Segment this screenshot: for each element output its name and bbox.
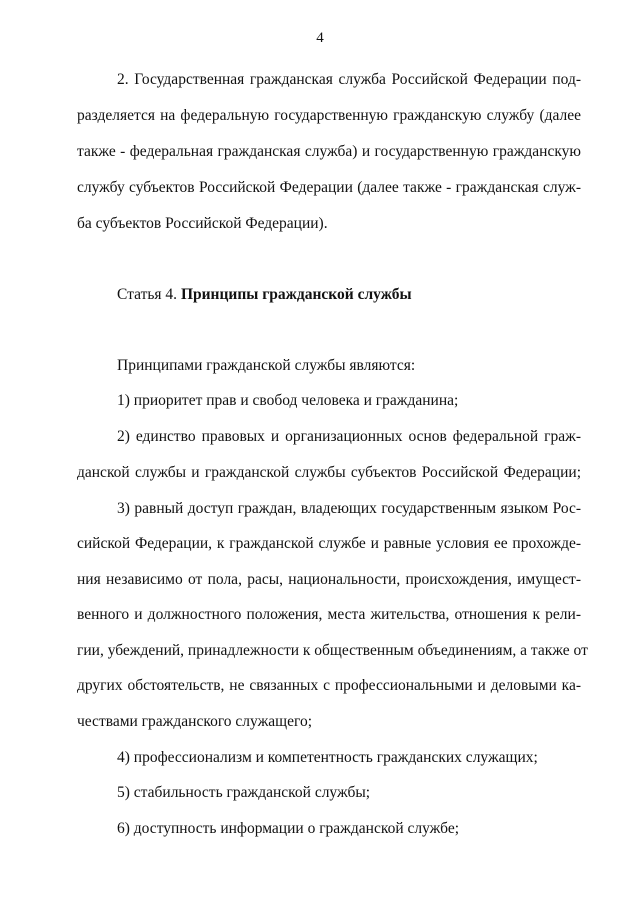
principle-item-4: 4) профессионализм и компетентность гражданских служащих; <box>117 749 538 766</box>
principle-item-3-line-4: венного и должностного положения, места жительства, отношения к рели- <box>77 606 581 623</box>
principle-item-3-line-1: 3) равный доступ граждан, владеющих государственным языком Рос- <box>117 500 581 517</box>
principle-item-1: 1) приоритет прав и свобод человека и гражданина; <box>117 392 459 409</box>
article-prefix: Статья 4. <box>117 286 178 303</box>
article-title: Принципы гражданской службы <box>180 286 412 303</box>
principle-item-2-line-2: данской службы и гражданской службы субъектов Российской Федерации; <box>77 464 581 481</box>
principle-item-2-line-1: 2) единство правовых и организационных основ федеральной граж- <box>117 428 581 445</box>
paragraph-2-line-3: также - федеральная гражданская служба) и государственную гражданскую <box>77 143 581 160</box>
principle-item-6: 6) доступность информации о гражданской службе; <box>117 820 460 837</box>
paragraph-2-line-1: 2. Государственная гражданская служба Российской Федерации под- <box>117 71 581 88</box>
principles-intro: Принципами гражданской службы являются: <box>117 357 416 374</box>
principle-item-3-line-2: сийской Федерации, к гражданской службе и равные условия ее прохожде- <box>77 535 581 552</box>
paragraph-2-line-5: ба субъектов Российской Федерации). <box>77 215 328 232</box>
principle-item-3-line-3: ния независимо от пола, расы, национальности, происхождения, имущест- <box>77 571 581 588</box>
paragraph-2-line-4: службу субъектов Российской Федерации (далее также - гражданская служ- <box>77 179 581 196</box>
paragraph-2-line-2: разделяется на федеральную государственную гражданскую службу (далее <box>77 107 581 124</box>
page-number: 4 <box>316 30 324 46</box>
principle-item-3-line-5: гии, убеждений, принадлежности к общественным объединениям, а также от <box>77 642 588 659</box>
principle-item-3-line-7: чествами гражданского служащего; <box>77 713 313 730</box>
article-heading <box>117 285 412 305</box>
principle-item-3-line-6: других обстоятельств, не связанных с профессиональными и деловыми ка- <box>77 677 581 694</box>
principle-item-5: 5) стабильность гражданской службы; <box>117 784 371 801</box>
